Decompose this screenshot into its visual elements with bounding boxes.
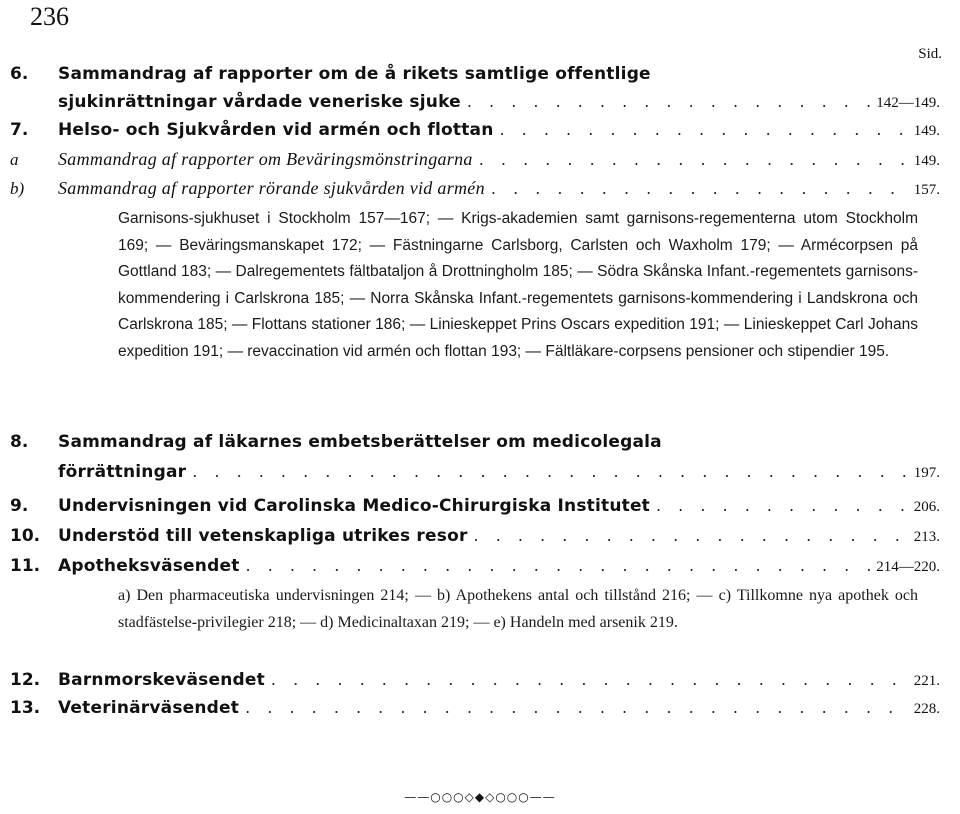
entry-page: 149. [913,123,940,139]
entry-page: 157. [913,182,940,198]
entry-title: Undervisningen vid Carolinska Medico-Chirurgiska Institutet [58,496,650,516]
leader-dots [656,496,908,515]
entry-number: 11. [10,556,41,576]
entry-title-line-1: Sammandrag af läkarnes embetsberättelser om medicolegala [58,432,662,452]
apothek-subentries-paragraph: a) Den pharmaceutiska undervisningen 214; — b) Apothekens antal och tillstånd 216; — c) Tillkomne nya apothek och stadfästelse-privilegier 218; — d) Medicinaltaxan 219; — e) Handeln med arsenik 219. [118,587,918,631]
entry-title: Sammandrag af rapporter om Beväringsmönstringarna [58,149,473,169]
leader-dots [192,462,908,481]
entry-page: 213. [913,529,940,545]
toc-entry-b [10,178,940,199]
toc-entry-13 [10,698,940,718]
entry-title: Helso- och Sjukvården vid armén och flottan [58,120,494,140]
entry-page: 197. [913,465,940,481]
entry-number: a [10,150,19,169]
entry-number: 13. [10,698,41,718]
entry-number: 10. [10,526,41,546]
leader-dots [479,150,908,169]
entry-page: 221. [913,673,940,689]
toc-entry-8 [10,432,940,452]
page-number: 236 [30,2,69,31]
entry-title: Apotheksväsendet [58,556,240,576]
entry-page: 206. [913,499,940,515]
leader-dots [467,92,870,111]
leader-dots [491,179,908,198]
toc-entry-6-cont [58,92,940,112]
entry-title: Barnmorskeväsendet [58,670,265,690]
toc-entry-7 [10,120,940,140]
entry-number: b) [10,179,25,198]
toc-entry-a [10,149,940,170]
entry-title-line-1: Sammandrag af rapporter om de å rikets samtlige offentlige [58,64,651,84]
leader-dots [271,670,908,689]
toc-entry-6 [10,64,940,84]
entry-title: Sammandrag af rapporter rörande sjukvården vid armén [58,178,485,198]
toc-entry-8-cont [58,462,940,482]
entry-page: 142—149. [876,95,940,111]
entry-number: 8. [10,432,29,452]
entry-page: 228. [913,701,940,717]
army-subentries-paragraph: Garnisons-sjukhuset i Stockholm 157—167; — Krigs-akademien samt garnisons-regementerna utom Stockholm 169; — Beväringsmanskapet 172; — Fästningarne Carlsborg, Carlsten och Waxholm 179; — Armécorpsen på Gottland 183; — Dalregementets fältbataljon å Drottningholm 185; — Södra Skånska Infant.-regementets garnisons-kommendering i Carlskrona 185; — Norra Skånska Infant.-regementets garnisons-kommendering i Landskrona och Carlskrona 185; — Flottans stationer 186; — Linieskeppet Prins Oscars expedition 191; — Linieskeppet Carl Johans expedition 191; — revaccination vid armén och flottan 193; — Fältläkare-corpsens pensioner och stipendier 195. [118,210,918,360]
entry-title-line-2: förrättningar [58,462,187,482]
toc-entry-10 [10,526,940,546]
ornament-divider: ——○○○◇◆◇○○○—— [404,790,556,804]
entry-title: Understöd till vetenskapliga utrikes resor [58,526,468,546]
entry-number: 6. [10,64,29,84]
leader-dots [246,556,871,575]
entry-number: 12. [10,670,41,690]
toc-entry-11 [10,556,940,576]
toc-entry-9 [10,496,940,516]
leader-dots [474,526,908,545]
entry-number: 9. [10,496,29,516]
entry-page: 214—220. [876,559,940,575]
leader-dots [500,120,908,139]
entry-title: Veterinärväsendet [58,698,240,718]
entry-page: 149. [913,153,940,169]
toc-entry-12 [10,670,940,690]
entry-number: 7. [10,120,29,140]
entry-title-line-2: sjukinrättningar vårdade veneriske sjuke [58,92,461,112]
leader-dots [245,698,908,717]
page-column-header: Sid. [918,46,942,62]
